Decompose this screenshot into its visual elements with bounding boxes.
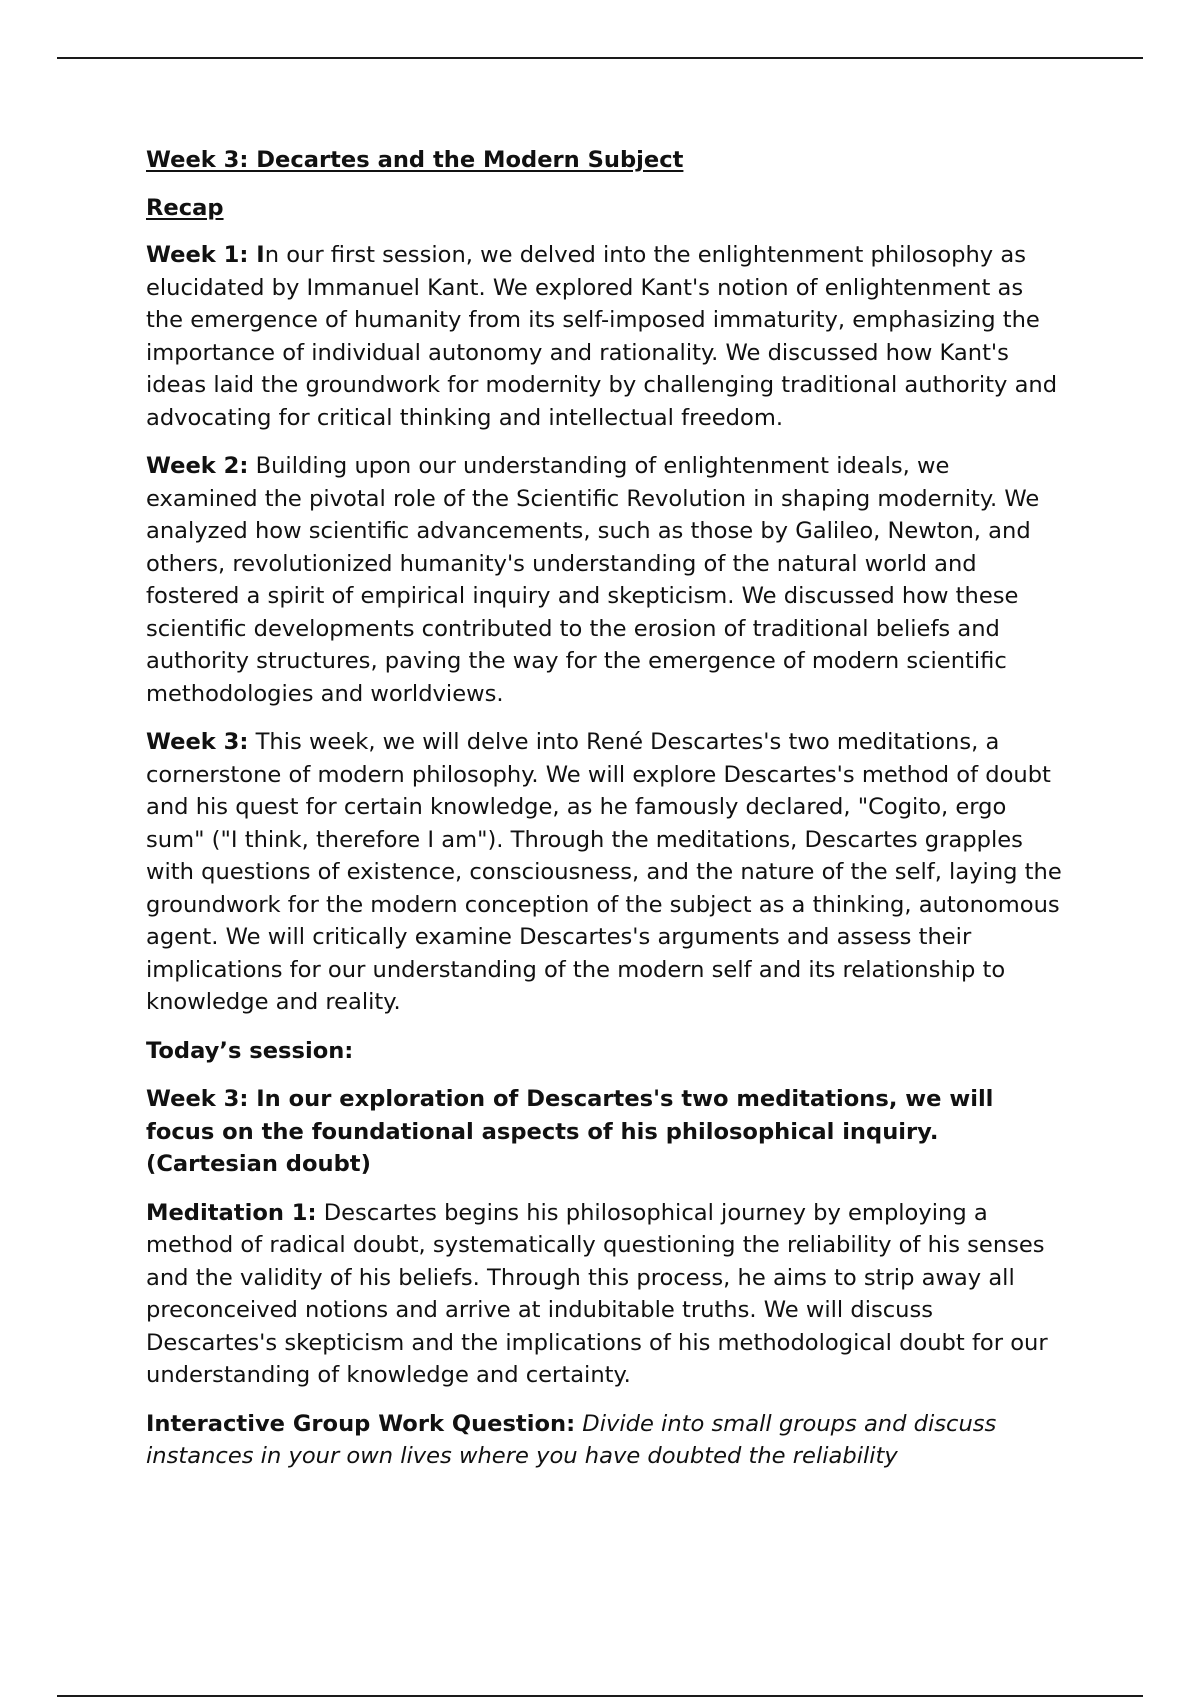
recap-heading — [146, 192, 1066, 225]
recap-heading-text: Recap — [146, 194, 224, 221]
document-title — [146, 144, 1066, 177]
group-work-text: Divide into small groups and discuss instances in your own lives where you have doubted the reliability — [146, 1410, 997, 1469]
group-work-paragraph — [146, 1408, 1066, 1473]
week3-label: Week 3: — [146, 729, 249, 755]
week3-paragraph — [146, 726, 1066, 1019]
week2-text: Building upon our understanding of enlightenment ideals, we examined the pivotal role of the Scientific Revolution in shaping modernity. We analyzed how scientific advancements, such as those by Galileo, Newton, and others, revolutionized humanity's understanding of the natural world and fostered a spirit of empirical inquiry and skepticism. We discussed how these scientific developments contributed to the erosion of traditional beliefs and authority structures, paving the way for the emergence of modern scientific methodologies and worldviews. — [146, 453, 1040, 707]
meditation1-label: Meditation 1: — [146, 1199, 317, 1226]
week2-paragraph — [146, 450, 1066, 710]
meditation1-text: Descartes begins his philosophical journey by employing a method of radical doubt, systematically questioning the reliability of his senses and the validity of his beliefs. Through this process, he aims to strip away all preconceived notions and arrive at indubitable truths. We will discuss Descartes's skepticism and the implications of his methodological doubt for our understanding of knowledge and certainty. — [146, 1199, 1048, 1388]
todays-session-heading: Today’s session: — [146, 1037, 354, 1064]
week1-paragraph — [146, 239, 1066, 434]
footer-rule — [57, 1695, 1143, 1697]
week1-text: n our first session, we delved into the enlightenment philosophy as elucidated by Immanuel Kant. We explored Kant's notion of enlightenment as the emergence of humanity from its self-imposed immaturity, emphasizing the importance of individual autonomy and rationality. We discussed how Kant's ideas laid the groundwork for modernity by challenging traditional authority and advocating for critical thinking and intellectual freedom. — [146, 242, 1058, 431]
week1-label: Week 1: I — [146, 242, 265, 268]
week2-label: Week 2: — [146, 453, 249, 479]
document-body — [146, 144, 1066, 1489]
group-work-label: Interactive Group Work Question: — [146, 1410, 576, 1437]
meditation1-paragraph — [146, 1197, 1066, 1392]
week3-focus-paragraph: Week 3: In our exploration of Descartes's two meditations, we will focus on the foundational aspects of his philosophical inquiry. (Cartesian doubt) — [146, 1086, 994, 1177]
title-text: Week 3: Decartes and the Modern Subject — [146, 147, 684, 173]
header-rule — [57, 57, 1143, 59]
week3-text: This week, we will delve into René Descartes's two meditations, a cornerstone of modern philosophy. We will explore Descartes's method of doubt and his quest for certain knowledge, as he famously declared, "Cogito, ergo sum" ("I think, therefore I am"). Through the meditations, Descartes grapples with questions of existence, consciousness, and the nature of the self, laying the groundwork for the modern conception of the subject as a thinking, autonomous agent. We will critically examine Descartes's arguments and assess their implications for our understanding of the modern self and its relationship to knowledge and reality. — [146, 729, 1062, 1015]
